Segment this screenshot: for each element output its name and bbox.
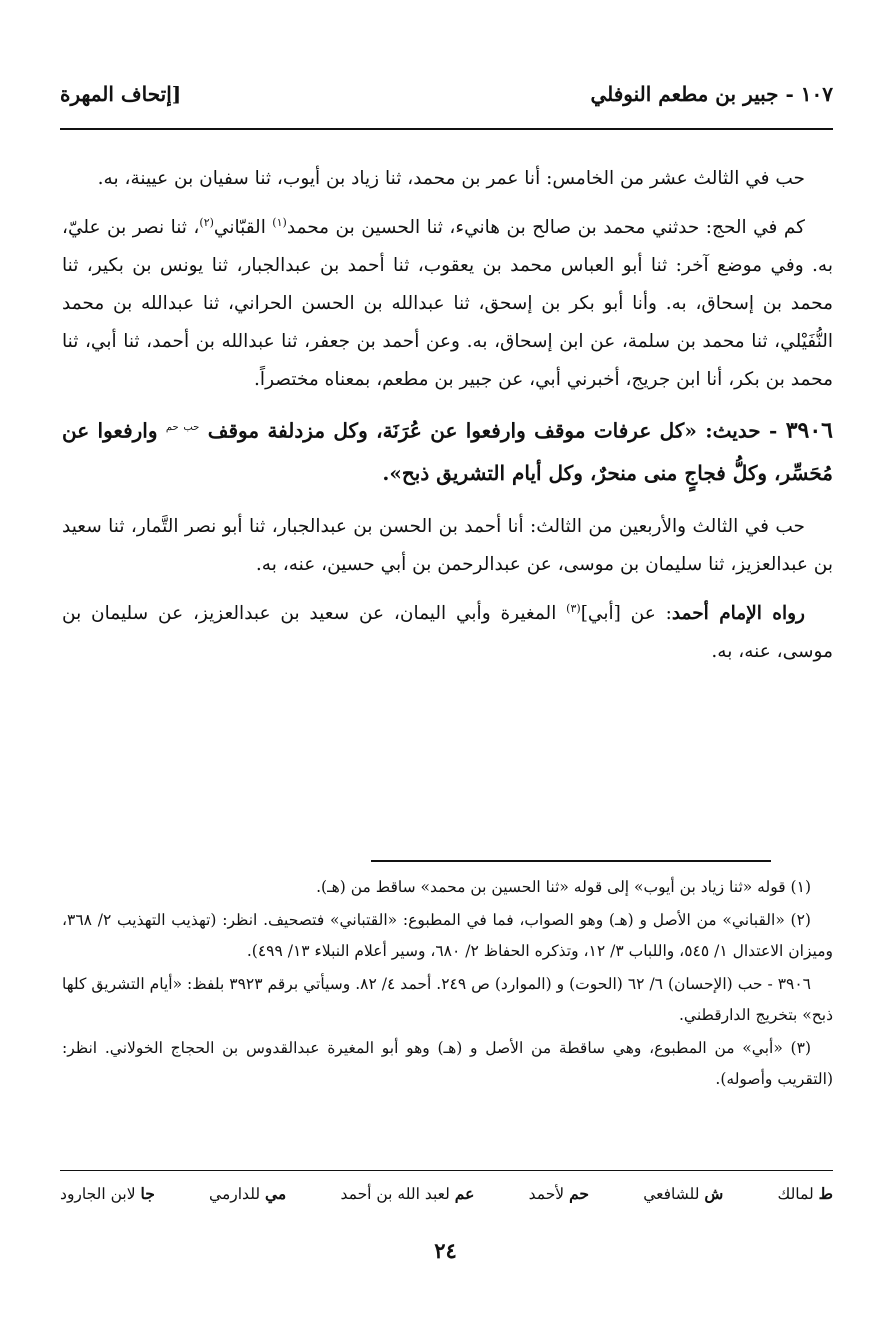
sigla-item: مي للدارمي (209, 1184, 287, 1203)
paragraph-4: رواه الإمام أحمد: عن [أبي]$^{(٣)}$ المغيرة وأبي اليمان، عن سعيد بن عبدالعزيز، عن سليمان بن موسى، عنه، به. (62, 601, 833, 662)
main-text (62, 160, 833, 677)
footnote-3: (٣) «أبي» من المطبوع، وهي ساقطة من الأصل و (هـ) وهو أبو المغيرة عبدالقدوس بن الحجاج الخولاني. انظر: (التقريب وأصوله). (62, 1039, 833, 1088)
footnote-ref-3[interactable]: (٣) (566, 601, 581, 615)
narration-lead: رواه الإمام أحمد (671, 602, 805, 624)
footnotes (62, 872, 833, 1097)
chapter-title: ١٠٧ - جبير بن مطعم النوفلي (590, 82, 833, 106)
footnote-ref-2[interactable]: (٢) (199, 216, 214, 229)
header-rule (60, 128, 833, 130)
hadith-entry: ٣٩٠٦ - حديث: «كل عرفات موقف وارفعوا عن عُرَنَة، وكل مزدلفة موقف $^{حب حم}$ وارفعوا عن مُحَسِّر، وكلُّ فجاجٍ منى منحرٌ، وكل أيام التشريق ذبح». (62, 417, 833, 485)
book-title: [إتحاف المهرة (60, 82, 182, 106)
footnote-ref-1[interactable]: (١) (272, 216, 287, 229)
footnote-1: (١) قوله «ثنا زياد بن أيوب» إلى قوله «ثنا الحسين بن محمد» ساقط من (هـ). (316, 878, 811, 896)
sigla-legend (60, 1184, 833, 1212)
paragraph-3: حب في الثالث والأربعين من الثالث: أنا أحمد بن الحسن بن عبدالجبار، ثنا أبو نصر التَّمار، ثنا سعيد بن عبدالعزيز، ثنا سليمان بن موسى، عن عبدالرحمن بن أبي حسين، عنه، به. (62, 515, 833, 575)
footnote-separator (371, 860, 771, 862)
sigla-item: حم لأحمد (528, 1184, 589, 1203)
paragraph-2: كم في الحج: حدثني محمد بن صالح بن هانيء، ثنا الحسين بن محمد$^{(١)}$ القبّاني$^{(٢)}$، ثنا نصر بن عليّ، به. وفي موضع آخر: ثنا أبو العباس محمد بن يعقوب، ثنا أحمد بن عبدالجبار، ثنا يونس بن بكير، ثنا محمد بن إسحاق، به. وأنا أبو بكر بن إسحق، ثنا عبدالله بن الحسن الحراني، ثنا عبدالله بن محمد النُّفَيْلي، ثنا محمد بن سلمة، عن ابن إسحاق، به. وعن أحمد بن جعفر، ثنا عبدالله بن أحمد، ثنا أبي، ثنا محمد بن بكر، أنا ابن جريج، أخبرني أبي، عن جبير بن مطعم، بمعناه مختصراً. (62, 216, 833, 391)
hadith-sigla: حب حم (165, 422, 200, 434)
sigla-item: ط لمالك (777, 1184, 833, 1203)
sigla-item: ش للشافعي (643, 1184, 724, 1203)
paragraph-1: حب في الثالث عشر من الخامس: أنا عمر بن محمد، ثنا زياد بن أيوب، ثنا سفيان بن عيينة، به. (97, 168, 805, 189)
sigla-rule (60, 1170, 833, 1171)
footnote-2: (٢) «القباني» من الأصل و (هـ) وهو الصواب، فما في المطبوع: «القتباني» فتصحيف. انظر: (تهذيب التهذيب ٢/ ٣٦٨، وميزان الاعتدال ١/ ٥٤٥، واللباب ٣/ ١٢، وتذكره الحفاظ ٢/ ٦٨٠، وسير أعلام النبلاء ١٣/ ٤٩٩). (62, 911, 833, 960)
page-number: ٢٤ (434, 1238, 457, 1263)
sigla-item: عم لعبد الله بن أحمد (340, 1184, 475, 1203)
sigla-item: جا لابن الجارود (60, 1184, 155, 1203)
footnote-hadith: ٣٩٠٦ - حب (الإحسان) ٦/ ٦٢ (الحوت) و (الموارد) ص ٢٤٩. أحمد ٤/ ٨٢. وسيأتي برقم ٣٩٢٣ بلفظ: «أيام التشريق كلها ذبح» بتخريج الدارقطني. (62, 975, 833, 1024)
hadith-number: ٣٩٠٦ (785, 417, 833, 444)
running-header (60, 82, 833, 116)
